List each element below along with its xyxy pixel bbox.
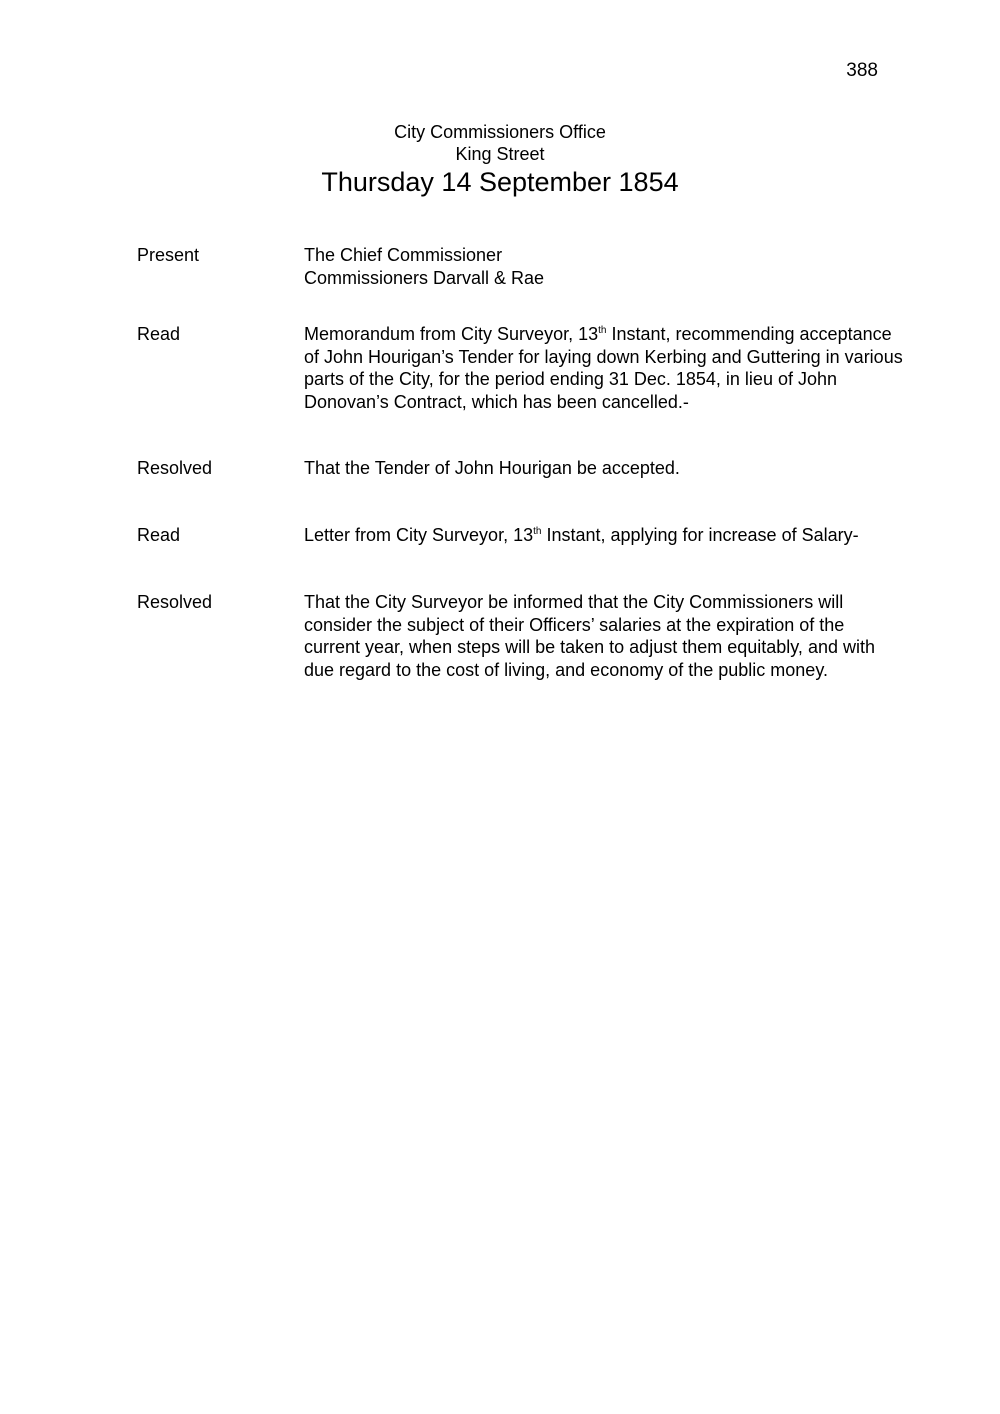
street-name: King Street [455, 144, 545, 164]
entry-label: Read [137, 324, 181, 344]
entry-line: Commissioners Darvall & Rae [304, 267, 545, 288]
entry-text [304, 457, 924, 480]
entry-line: of John Hourigan’s Tender for laying down Kerbing and Guttering in various [304, 346, 903, 367]
entry-line: parts of the City, for the period ending 31 Dec. 1854, in lieu of John [304, 369, 837, 389]
entry-line-part: Instant, recommending acceptance [606, 324, 892, 344]
entry-label: Resolved [137, 592, 213, 612]
ordinal-suffix: th [598, 325, 607, 336]
entry-line [304, 323, 924, 346]
entry-text [304, 591, 924, 681]
page-number: 388 [846, 60, 878, 81]
office-name: City Commissioners Office [394, 122, 606, 142]
entry-line: current year, when steps will be taken to adjust them equitably, and with [304, 637, 875, 657]
entry-line: Donovan’s Contract, which has been cancelled.- [304, 391, 689, 412]
entry-line: That the Tender of John Hourigan be accepted. [304, 458, 680, 478]
entry-text [304, 244, 924, 289]
entry-label: Present [137, 245, 200, 265]
entry-label: Resolved [137, 458, 213, 478]
entry-label: Read [137, 525, 181, 545]
entry-line-part: Memorandum from City Surveyor, 13 [304, 324, 599, 344]
entry-line: consider the subject of their Officers’ salaries at the expiration of the [304, 614, 845, 635]
entry-line: due regard to the cost of living, and economy of the public money. [304, 659, 828, 680]
meeting-date-title: Thursday 14 September 1854 [321, 167, 679, 197]
entry-line-part: Instant, applying for increase of Salary- [541, 525, 859, 545]
ordinal-suffix: th [533, 526, 542, 537]
entry-line [304, 524, 924, 547]
entry-text [304, 524, 924, 547]
entry-text [304, 323, 924, 413]
document-header [0, 121, 1000, 199]
entry-line: That the City Surveyor be informed that the City Commissioners will [304, 592, 844, 612]
entry-line: The Chief Commissioner [304, 245, 503, 265]
entry-line-part: Letter from City Surveyor, 13 [304, 525, 534, 545]
